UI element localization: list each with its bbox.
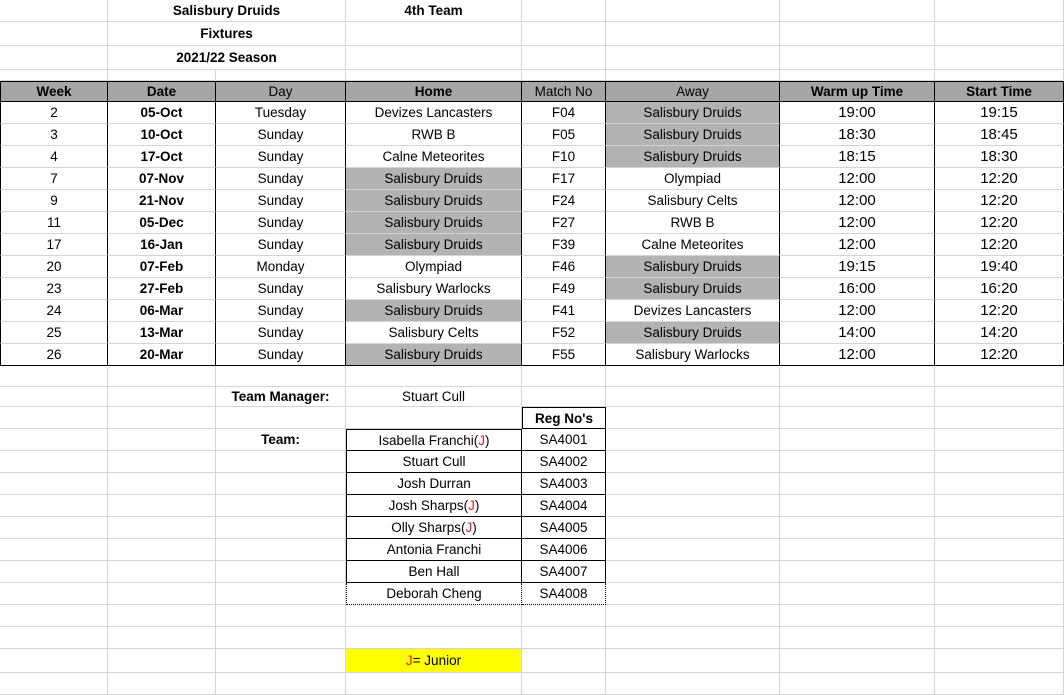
empty-cell[interactable] bbox=[606, 583, 780, 605]
fixture-warmup[interactable]: 16:00 bbox=[780, 278, 935, 300]
empty-cell[interactable] bbox=[0, 387, 108, 407]
empty-cell[interactable] bbox=[780, 0, 935, 22]
empty-cell[interactable] bbox=[108, 561, 216, 583]
empty-cell[interactable] bbox=[606, 46, 780, 70]
column-header-day[interactable]: Day bbox=[216, 81, 346, 102]
empty-cell[interactable] bbox=[216, 366, 346, 387]
paren-open: ( bbox=[461, 520, 466, 535]
empty-cell[interactable] bbox=[216, 495, 346, 517]
empty-cell[interactable] bbox=[780, 473, 935, 495]
empty-cell[interactable] bbox=[108, 605, 216, 627]
fixture-away[interactable]: Salisbury Druids bbox=[606, 146, 780, 168]
fixture-start[interactable]: 12:20 bbox=[935, 168, 1064, 190]
fixture-away[interactable]: Salisbury Warlocks bbox=[606, 344, 780, 366]
empty-cell[interactable] bbox=[216, 70, 346, 81]
empty-cell[interactable] bbox=[935, 649, 1064, 673]
fixture-start[interactable]: 12:20 bbox=[935, 190, 1064, 212]
fixture-week[interactable]: 23 bbox=[0, 278, 108, 300]
fixture-match-no[interactable]: F10 bbox=[522, 146, 606, 168]
empty-cell[interactable] bbox=[108, 70, 216, 81]
empty-cell[interactable] bbox=[108, 517, 216, 539]
fixture-home[interactable]: Salisbury Warlocks bbox=[346, 278, 522, 300]
empty-cell[interactable] bbox=[216, 561, 346, 583]
player-reg-no[interactable]: SA4005 bbox=[522, 517, 606, 539]
column-header-warm-up-time[interactable]: Warm up Time bbox=[780, 81, 935, 102]
empty-cell[interactable] bbox=[935, 495, 1064, 517]
empty-cell[interactable] bbox=[346, 673, 522, 695]
fixture-start[interactable]: 12:20 bbox=[935, 300, 1064, 322]
fixture-away[interactable]: Salisbury Druids bbox=[606, 256, 780, 278]
sheet-heading[interactable]: Fixtures bbox=[108, 22, 346, 46]
empty-cell[interactable] bbox=[780, 561, 935, 583]
fixture-start[interactable]: 12:20 bbox=[935, 234, 1064, 256]
empty-cell[interactable] bbox=[606, 366, 780, 387]
fixture-date[interactable]: 27-Feb bbox=[108, 278, 216, 300]
empty-cell[interactable] bbox=[935, 429, 1064, 451]
empty-cell[interactable] bbox=[0, 70, 108, 81]
fixture-away[interactable]: Calne Meteorites bbox=[606, 234, 780, 256]
fixture-home[interactable]: RWB B bbox=[346, 124, 522, 146]
fixture-away[interactable]: Salisbury Druids bbox=[606, 124, 780, 146]
empty-cell[interactable] bbox=[346, 70, 522, 81]
empty-cell[interactable] bbox=[0, 539, 108, 561]
column-header-date[interactable]: Date bbox=[108, 81, 216, 102]
empty-cell[interactable] bbox=[935, 673, 1064, 695]
fixture-week[interactable]: 24 bbox=[0, 300, 108, 322]
empty-cell[interactable] bbox=[216, 583, 346, 605]
season-label[interactable]: 2021/22 Season bbox=[108, 46, 346, 70]
empty-cell[interactable] bbox=[0, 517, 108, 539]
empty-cell[interactable] bbox=[780, 451, 935, 473]
fixture-start[interactable]: 18:45 bbox=[935, 124, 1064, 146]
team-name[interactable]: 4th Team bbox=[346, 0, 522, 22]
fixture-match-no[interactable]: F41 bbox=[522, 300, 606, 322]
empty-cell[interactable] bbox=[108, 387, 216, 407]
fixture-match-no[interactable]: F27 bbox=[522, 212, 606, 234]
empty-cell[interactable] bbox=[108, 429, 216, 451]
empty-cell[interactable] bbox=[0, 649, 108, 673]
column-header-away[interactable]: Away bbox=[606, 81, 780, 102]
legend-marker: J bbox=[405, 653, 413, 668]
empty-cell[interactable] bbox=[0, 561, 108, 583]
fixture-away[interactable]: Salisbury Druids bbox=[606, 278, 780, 300]
player-name-text: Josh Durran bbox=[397, 476, 471, 491]
fixture-away[interactable]: Salisbury Druids bbox=[606, 102, 780, 124]
empty-cell[interactable] bbox=[0, 627, 108, 649]
team-label[interactable]: Team: bbox=[216, 429, 346, 451]
player-reg-no[interactable]: SA4004 bbox=[522, 495, 606, 517]
empty-cell[interactable] bbox=[780, 627, 935, 649]
fixture-date[interactable]: 05-Oct bbox=[108, 102, 216, 124]
fixture-week[interactable]: 2 bbox=[0, 102, 108, 124]
fixture-warmup[interactable]: 12:00 bbox=[780, 234, 935, 256]
fixture-match-no[interactable]: F46 bbox=[522, 256, 606, 278]
fixture-date[interactable]: 10-Oct bbox=[108, 124, 216, 146]
player-name[interactable] bbox=[346, 495, 522, 517]
fixture-week[interactable]: 20 bbox=[0, 256, 108, 278]
player-name[interactable] bbox=[346, 561, 522, 583]
empty-cell[interactable] bbox=[606, 407, 780, 429]
fixture-warmup[interactable]: 19:00 bbox=[780, 102, 935, 124]
empty-cell[interactable] bbox=[522, 649, 606, 673]
empty-cell[interactable] bbox=[935, 605, 1064, 627]
empty-cell[interactable] bbox=[606, 517, 780, 539]
fixture-start[interactable]: 19:15 bbox=[935, 102, 1064, 124]
fixture-day[interactable]: Sunday bbox=[216, 300, 346, 322]
empty-cell[interactable] bbox=[108, 673, 216, 695]
empty-cell[interactable] bbox=[108, 473, 216, 495]
column-header-week[interactable]: Week bbox=[0, 81, 108, 102]
empty-cell[interactable] bbox=[0, 0, 108, 22]
fixture-match-no[interactable]: F49 bbox=[522, 278, 606, 300]
fixture-start[interactable]: 19:40 bbox=[935, 256, 1064, 278]
empty-cell[interactable] bbox=[780, 649, 935, 673]
fixture-away[interactable]: Salisbury Druids bbox=[606, 322, 780, 344]
empty-cell[interactable] bbox=[606, 649, 780, 673]
empty-cell[interactable] bbox=[606, 605, 780, 627]
player-name-text: Deborah Cheng bbox=[386, 586, 482, 601]
fixture-start[interactable]: 12:20 bbox=[935, 212, 1064, 234]
fixture-day[interactable]: Sunday bbox=[216, 278, 346, 300]
player-reg-no[interactable]: SA4007 bbox=[522, 561, 606, 583]
empty-cell[interactable] bbox=[216, 539, 346, 561]
player-name-text: Olly Sharps bbox=[391, 520, 462, 535]
reg-no-header[interactable]: Reg No's bbox=[522, 407, 606, 429]
fixture-date[interactable]: 16-Jan bbox=[108, 234, 216, 256]
fixture-date[interactable]: 13-Mar bbox=[108, 322, 216, 344]
empty-cell[interactable] bbox=[935, 539, 1064, 561]
empty-cell[interactable] bbox=[780, 429, 935, 451]
fixture-day[interactable]: Sunday bbox=[216, 322, 346, 344]
empty-cell[interactable] bbox=[216, 649, 346, 673]
empty-cell[interactable] bbox=[935, 387, 1064, 407]
player-name-text: Josh Sharps bbox=[388, 498, 464, 513]
empty-cell[interactable] bbox=[935, 517, 1064, 539]
empty-cell[interactable] bbox=[0, 22, 108, 46]
empty-cell[interactable] bbox=[0, 429, 108, 451]
player-name[interactable] bbox=[346, 473, 522, 495]
fixture-away[interactable]: Olympiad bbox=[606, 168, 780, 190]
empty-cell[interactable] bbox=[0, 46, 108, 70]
fixture-match-no[interactable]: F24 bbox=[522, 190, 606, 212]
empty-cell[interactable] bbox=[606, 473, 780, 495]
empty-cell[interactable] bbox=[935, 366, 1064, 387]
empty-cell[interactable] bbox=[606, 0, 780, 22]
paren-close: ) bbox=[485, 432, 490, 448]
fixture-away[interactable]: RWB B bbox=[606, 212, 780, 234]
player-name[interactable] bbox=[346, 583, 522, 605]
fixture-home[interactable]: Salisbury Druids bbox=[346, 344, 522, 366]
empty-cell[interactable] bbox=[346, 407, 522, 429]
fixture-week[interactable]: 4 bbox=[0, 146, 108, 168]
paren-close: ) bbox=[474, 498, 480, 513]
fixture-day[interactable]: Sunday bbox=[216, 190, 346, 212]
fixture-date[interactable]: 17-Oct bbox=[108, 146, 216, 168]
empty-cell[interactable] bbox=[780, 673, 935, 695]
empty-cell[interactable] bbox=[606, 429, 780, 451]
fixture-start[interactable]: 14:20 bbox=[935, 322, 1064, 344]
fixture-home[interactable]: Salisbury Druids bbox=[346, 212, 522, 234]
fixture-week[interactable]: 11 bbox=[0, 212, 108, 234]
fixture-day[interactable]: Sunday bbox=[216, 124, 346, 146]
empty-cell[interactable] bbox=[935, 561, 1064, 583]
column-header-home[interactable]: Home bbox=[346, 81, 522, 102]
fixture-day[interactable]: Sunday bbox=[216, 168, 346, 190]
empty-cell[interactable] bbox=[780, 22, 935, 46]
player-name-text: Stuart Cull bbox=[402, 454, 466, 469]
empty-cell[interactable] bbox=[780, 46, 935, 70]
empty-cell[interactable] bbox=[606, 387, 780, 407]
fixture-week[interactable]: 3 bbox=[0, 124, 108, 146]
player-reg-no[interactable]: SA4006 bbox=[522, 539, 606, 561]
fixture-warmup[interactable]: 12:00 bbox=[780, 344, 935, 366]
empty-cell[interactable] bbox=[780, 407, 935, 429]
empty-cell[interactable] bbox=[108, 407, 216, 429]
empty-cell[interactable] bbox=[108, 451, 216, 473]
fixture-warmup[interactable]: 18:30 bbox=[780, 124, 935, 146]
empty-cell[interactable] bbox=[522, 70, 606, 81]
empty-cell[interactable] bbox=[0, 366, 108, 387]
empty-cell[interactable] bbox=[108, 539, 216, 561]
fixture-warmup[interactable]: 19:15 bbox=[780, 256, 935, 278]
fixture-warmup[interactable]: 18:15 bbox=[780, 146, 935, 168]
column-header-match-no[interactable]: Match No bbox=[522, 81, 606, 102]
fixture-date[interactable]: 05-Dec bbox=[108, 212, 216, 234]
empty-cell[interactable] bbox=[780, 387, 935, 407]
empty-cell[interactable] bbox=[0, 451, 108, 473]
empty-cell[interactable] bbox=[935, 583, 1064, 605]
fixture-start[interactable]: 16:20 bbox=[935, 278, 1064, 300]
empty-cell[interactable] bbox=[780, 605, 935, 627]
empty-cell[interactable] bbox=[935, 451, 1064, 473]
fixture-week[interactable]: 7 bbox=[0, 168, 108, 190]
fixture-week[interactable]: 25 bbox=[0, 322, 108, 344]
junior-marker: J bbox=[468, 498, 475, 513]
fixture-day[interactable]: Sunday bbox=[216, 234, 346, 256]
empty-cell[interactable] bbox=[346, 627, 522, 649]
empty-cell[interactable] bbox=[780, 583, 935, 605]
paren-open: ( bbox=[473, 432, 479, 448]
empty-cell[interactable] bbox=[606, 495, 780, 517]
empty-cell[interactable] bbox=[606, 673, 780, 695]
fixture-home[interactable]: Calne Meteorites bbox=[346, 146, 522, 168]
empty-cell[interactable] bbox=[780, 70, 935, 81]
empty-cell[interactable] bbox=[346, 605, 522, 627]
empty-cell[interactable] bbox=[522, 366, 606, 387]
empty-cell[interactable] bbox=[935, 46, 1064, 70]
fixture-week[interactable]: 26 bbox=[0, 344, 108, 366]
player-reg-no[interactable]: SA4002 bbox=[522, 451, 606, 473]
fixture-day[interactable]: Monday bbox=[216, 256, 346, 278]
empty-cell[interactable] bbox=[346, 366, 522, 387]
empty-cell[interactable] bbox=[108, 495, 216, 517]
empty-cell[interactable] bbox=[108, 649, 216, 673]
fixture-home[interactable]: Olympiad bbox=[346, 256, 522, 278]
empty-cell[interactable] bbox=[606, 22, 780, 46]
paren-close: ) bbox=[472, 520, 477, 535]
empty-cell[interactable] bbox=[522, 627, 606, 649]
fixture-warmup[interactable]: 12:00 bbox=[780, 300, 935, 322]
junior-legend[interactable] bbox=[346, 649, 522, 673]
fixture-date[interactable]: 20-Mar bbox=[108, 344, 216, 366]
junior-marker: J bbox=[478, 432, 486, 448]
player-name-text: Ben Hall bbox=[408, 564, 460, 579]
fixture-home[interactable]: Salisbury Druids bbox=[346, 190, 522, 212]
player-name-text: Antonia Franchi bbox=[386, 542, 482, 557]
empty-cell[interactable] bbox=[216, 627, 346, 649]
empty-cell[interactable] bbox=[346, 46, 522, 70]
fixture-home[interactable]: Salisbury Druids bbox=[346, 168, 522, 190]
player-reg-no[interactable]: SA4003 bbox=[522, 473, 606, 495]
empty-cell[interactable] bbox=[935, 627, 1064, 649]
empty-cell[interactable] bbox=[216, 605, 346, 627]
empty-cell[interactable] bbox=[216, 673, 346, 695]
empty-cell[interactable] bbox=[780, 539, 935, 561]
fixture-date[interactable]: 06-Mar bbox=[108, 300, 216, 322]
empty-cell[interactable] bbox=[108, 366, 216, 387]
fixture-match-no[interactable]: F39 bbox=[522, 234, 606, 256]
legend-text: = Junior bbox=[412, 653, 462, 668]
empty-cell[interactable] bbox=[0, 495, 108, 517]
fixture-day[interactable]: Tuesday bbox=[216, 102, 346, 124]
team-manager-name[interactable]: Stuart Cull bbox=[346, 387, 522, 407]
column-header-start-time[interactable]: Start Time bbox=[935, 81, 1064, 102]
empty-cell[interactable] bbox=[935, 407, 1064, 429]
empty-cell[interactable] bbox=[522, 673, 606, 695]
empty-cell[interactable] bbox=[522, 605, 606, 627]
empty-cell[interactable] bbox=[935, 22, 1064, 46]
fixture-start[interactable]: 18:30 bbox=[935, 146, 1064, 168]
fixture-date[interactable]: 21-Nov bbox=[108, 190, 216, 212]
empty-cell[interactable] bbox=[780, 517, 935, 539]
fixture-warmup[interactable]: 12:00 bbox=[780, 190, 935, 212]
player-reg-no[interactable]: SA4008 bbox=[522, 583, 606, 605]
paren-open: ( bbox=[463, 498, 469, 513]
fixture-home[interactable]: Devizes Lancasters bbox=[346, 102, 522, 124]
fixture-away[interactable]: Devizes Lancasters bbox=[606, 300, 780, 322]
fixture-warmup[interactable]: 12:00 bbox=[780, 168, 935, 190]
empty-cell[interactable] bbox=[216, 517, 346, 539]
team-manager-label[interactable]: Team Manager: bbox=[216, 387, 346, 407]
fixture-start[interactable]: 12:20 bbox=[935, 344, 1064, 366]
empty-cell[interactable] bbox=[606, 539, 780, 561]
fixture-match-no[interactable]: F17 bbox=[522, 168, 606, 190]
fixture-match-no[interactable]: F52 bbox=[522, 322, 606, 344]
club-name[interactable]: Salisbury Druids bbox=[108, 0, 346, 22]
empty-cell[interactable] bbox=[606, 561, 780, 583]
fixture-day[interactable]: Sunday bbox=[216, 344, 346, 366]
empty-cell[interactable] bbox=[346, 22, 522, 46]
empty-cell[interactable] bbox=[780, 495, 935, 517]
empty-cell[interactable] bbox=[0, 407, 108, 429]
empty-cell[interactable] bbox=[780, 366, 935, 387]
empty-cell[interactable] bbox=[108, 583, 216, 605]
fixture-match-no[interactable]: F04 bbox=[522, 102, 606, 124]
fixture-warmup[interactable]: 12:00 bbox=[780, 212, 935, 234]
player-reg-no[interactable]: SA4001 bbox=[522, 429, 606, 451]
fixture-match-no[interactable]: F05 bbox=[522, 124, 606, 146]
empty-cell[interactable] bbox=[522, 46, 606, 70]
player-name[interactable] bbox=[346, 539, 522, 561]
empty-cell[interactable] bbox=[0, 583, 108, 605]
empty-cell[interactable] bbox=[935, 473, 1064, 495]
junior-marker: J bbox=[465, 520, 473, 535]
fixture-date[interactable]: 07-Feb bbox=[108, 256, 216, 278]
empty-cell[interactable] bbox=[216, 407, 346, 429]
empty-cell[interactable] bbox=[216, 451, 346, 473]
player-name[interactable] bbox=[346, 429, 522, 451]
empty-cell[interactable] bbox=[522, 387, 606, 407]
empty-cell[interactable] bbox=[0, 473, 108, 495]
empty-cell[interactable] bbox=[935, 0, 1064, 22]
fixture-day[interactable]: Sunday bbox=[216, 212, 346, 234]
fixture-home[interactable]: Salisbury Druids bbox=[346, 234, 522, 256]
empty-cell[interactable] bbox=[935, 70, 1064, 81]
empty-cell[interactable] bbox=[522, 22, 606, 46]
fixture-warmup[interactable]: 14:00 bbox=[780, 322, 935, 344]
fixture-away[interactable]: Salisbury Celts bbox=[606, 190, 780, 212]
empty-cell[interactable] bbox=[0, 605, 108, 627]
fixture-day[interactable]: Sunday bbox=[216, 146, 346, 168]
fixture-date[interactable]: 07-Nov bbox=[108, 168, 216, 190]
empty-cell[interactable] bbox=[108, 627, 216, 649]
fixture-home[interactable]: Salisbury Celts bbox=[346, 322, 522, 344]
fixture-home[interactable]: Salisbury Druids bbox=[346, 300, 522, 322]
player-name[interactable] bbox=[346, 517, 522, 539]
empty-cell[interactable] bbox=[0, 673, 108, 695]
empty-cell[interactable] bbox=[522, 0, 606, 22]
fixture-week[interactable]: 17 bbox=[0, 234, 108, 256]
fixture-week[interactable]: 9 bbox=[0, 190, 108, 212]
empty-cell[interactable] bbox=[606, 70, 780, 81]
empty-cell[interactable] bbox=[216, 473, 346, 495]
empty-cell[interactable] bbox=[606, 627, 780, 649]
fixture-match-no[interactable]: F55 bbox=[522, 344, 606, 366]
player-name[interactable] bbox=[346, 451, 522, 473]
player-name-text: Isabella Franchi bbox=[378, 432, 474, 448]
empty-cell[interactable] bbox=[606, 451, 780, 473]
